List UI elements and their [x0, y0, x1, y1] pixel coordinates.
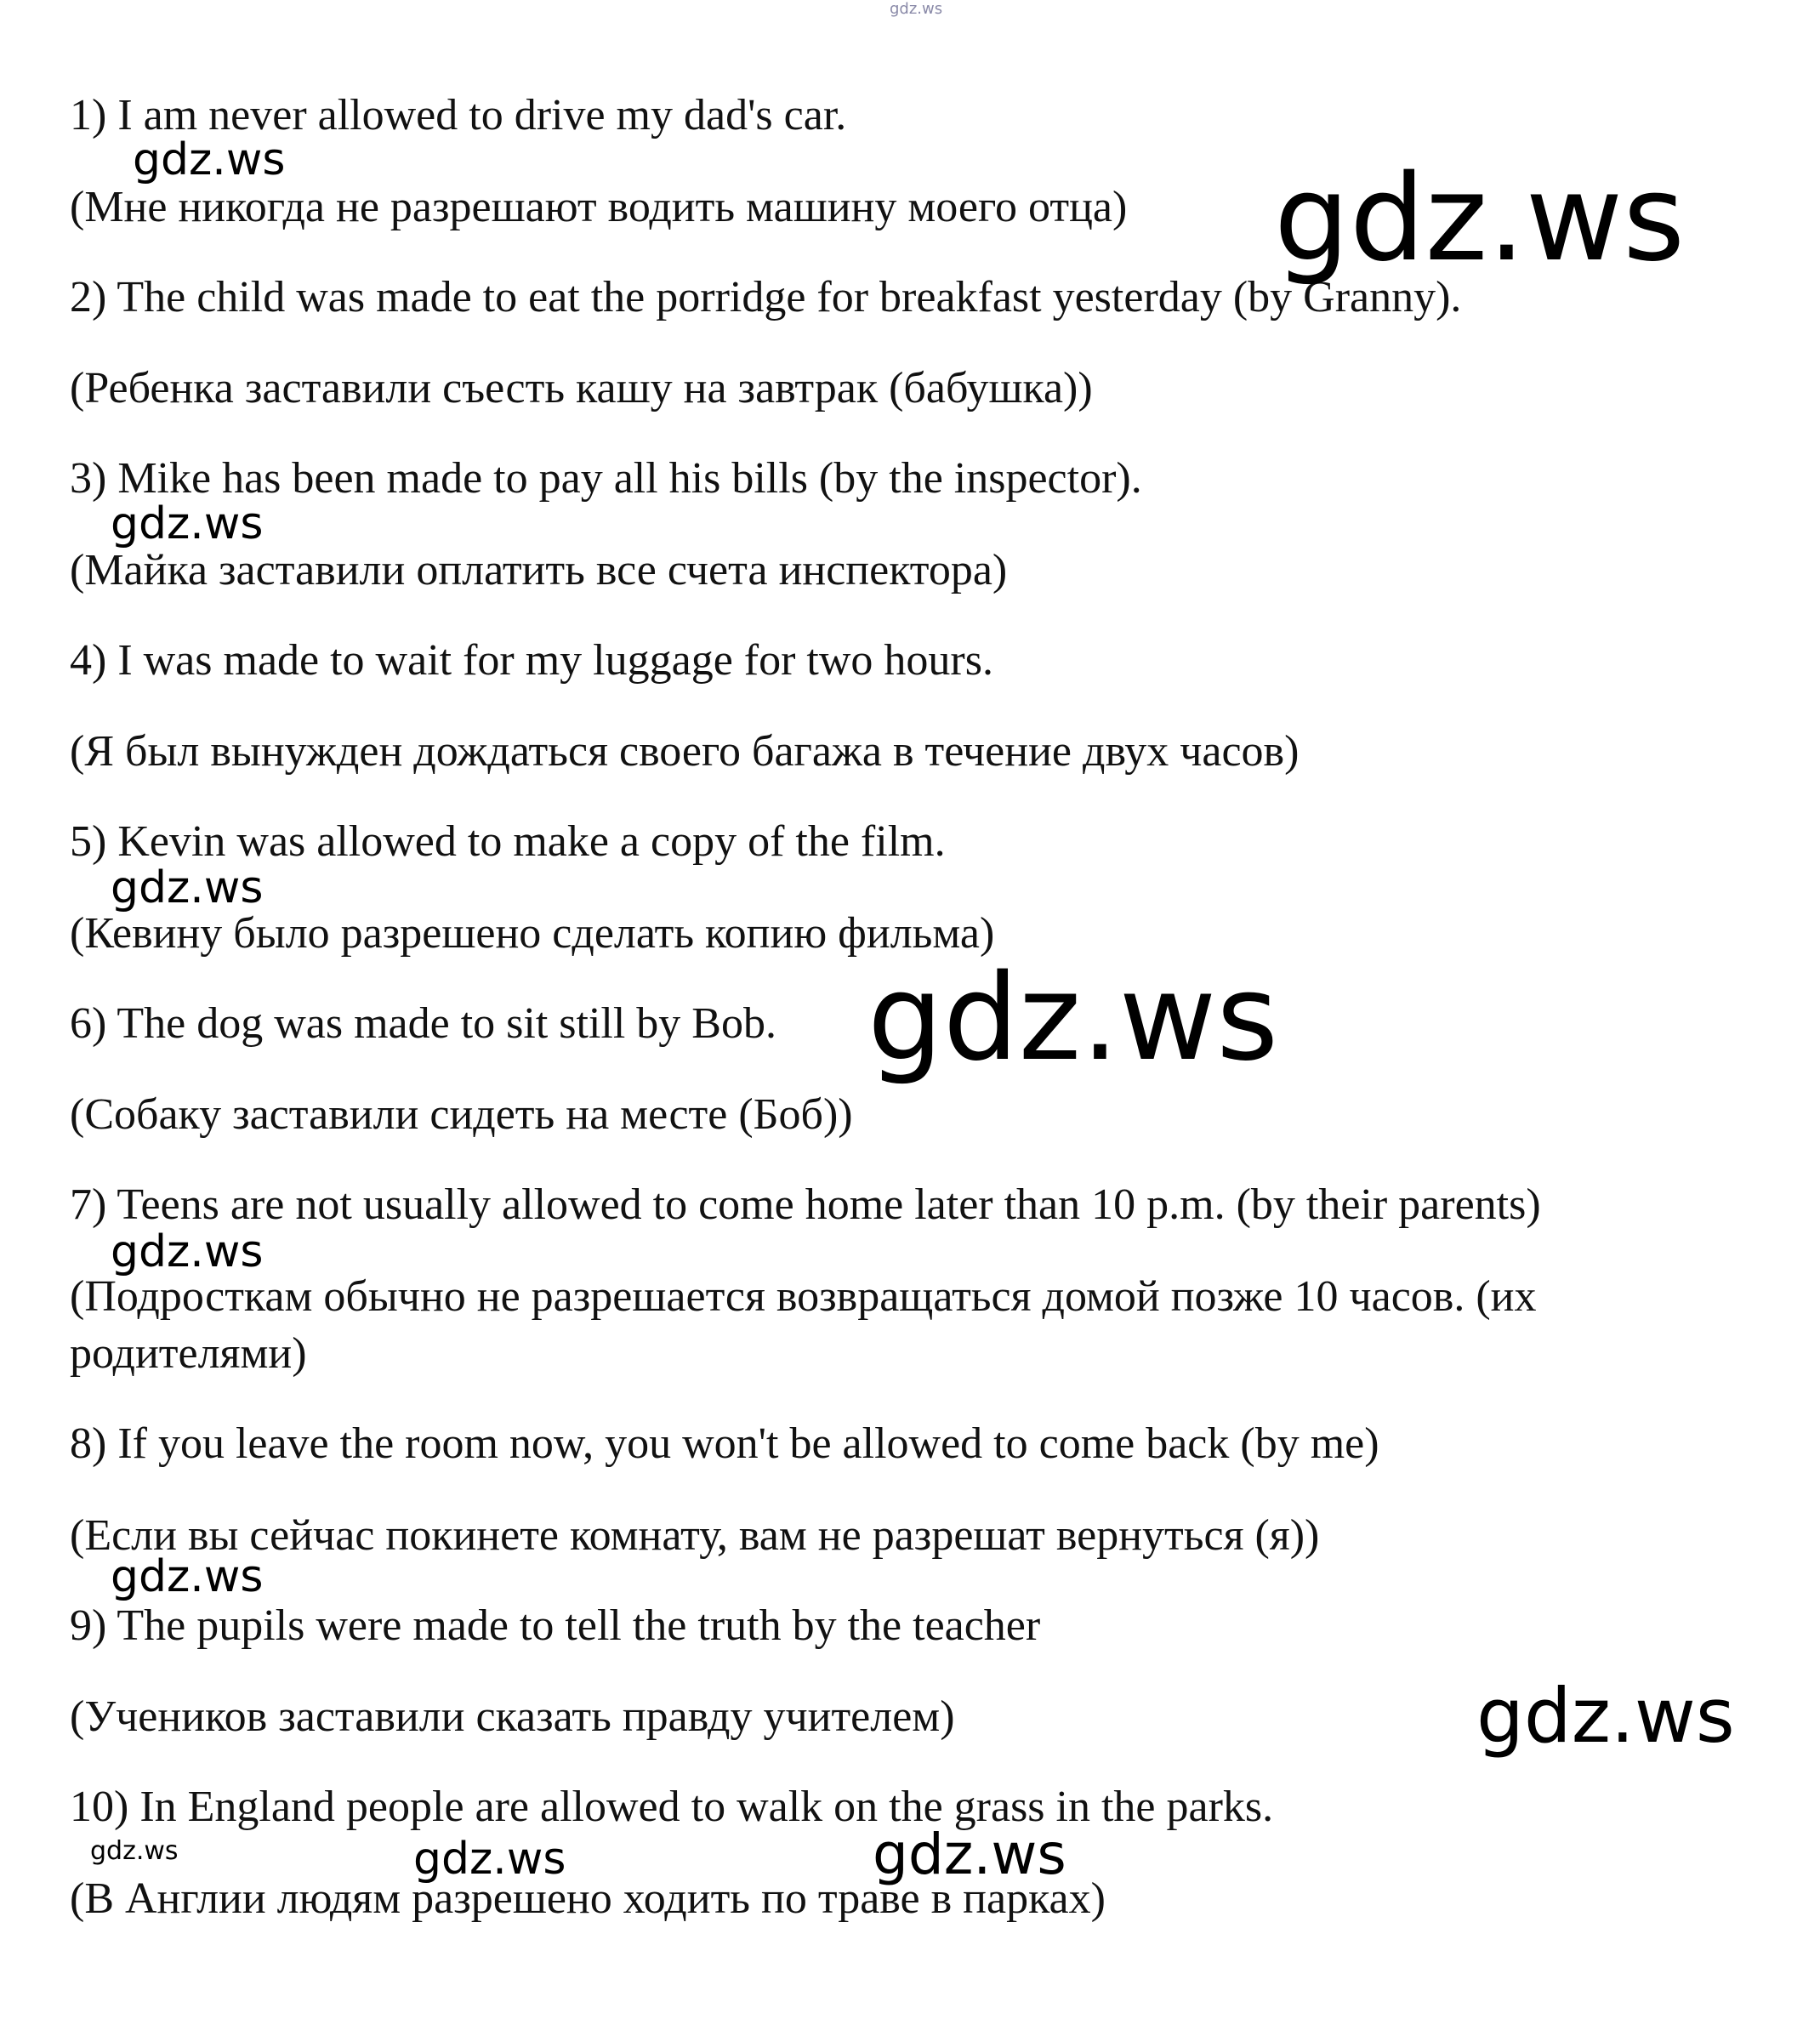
- item-5-english: 5) Kevin was allowed to make a copy of the film.: [70, 817, 946, 866]
- watermark-text: gdz.ws: [90, 1836, 179, 1866]
- watermark-text: gdz.ws: [873, 1822, 1066, 1887]
- item-9-english: 9) The pupils were made to tell the truth by the teacher: [70, 1601, 1041, 1650]
- item-4-russian: (Я был вынужден дождаться своего багажа в течение двух часов): [70, 727, 1300, 776]
- item-7-russian: (Подросткам обычно не разрешается возвращаться домой позже 10 часов. (их: [70, 1272, 1537, 1321]
- header-watermark: gdz.ws: [890, 0, 943, 18]
- item-2-english: 2) The child was made to eat the porridge for breakfast yesterday (by Granny).: [70, 273, 1462, 321]
- item-6-english: 6) The dog was made to sit still by Bob.: [70, 999, 776, 1048]
- item-5-russian: (Кевину было разрешено сделать копию фильма): [70, 909, 995, 958]
- item-9-russian: (Учеников заставили сказать правду учителем): [70, 1692, 955, 1741]
- watermark-text: gdz.ws: [111, 862, 264, 913]
- item-2-russian: (Ребенка заставили съесть кашу на завтрак (бабушка)): [70, 364, 1093, 412]
- watermark-text: gdz.ws: [1476, 1672, 1735, 1760]
- item-7-english: 7) Teens are not usually allowed to come home later than 10 p.m. (by their parents): [70, 1180, 1541, 1229]
- watermark-text: gdz.ws: [413, 1834, 566, 1885]
- item-8-english: 8) If you leave the room now, you won't be allowed to come back (by me): [70, 1419, 1379, 1468]
- item-6-russian: (Собаку заставили сидеть на месте (Боб)): [70, 1090, 853, 1139]
- watermark-text: gdz.ws: [867, 949, 1279, 1088]
- item-3-english: 3) Mike has been made to pay all his bills (by the inspector).: [70, 454, 1142, 503]
- item-4-english: 4) I was made to wait for my luggage for two hours.: [70, 636, 993, 685]
- item-1-russian: (Мне никогда не разрешают водить машину моего отца): [70, 183, 1128, 231]
- watermark-text: gdz.ws: [133, 134, 286, 185]
- watermark-text: gdz.ws: [111, 498, 264, 549]
- item-3-russian: (Майка заставили оплатить все счета инспектора): [70, 546, 1008, 594]
- item-10-russian: (В Англии людям разрешено ходить по траве в парках): [70, 1874, 1106, 1923]
- watermark-text: gdz.ws: [1274, 150, 1686, 288]
- item-1-english: 1) I am never allowed to drive my dad's car.: [70, 91, 847, 139]
- item-8-russian: (Если вы сейчас покинете комнату, вам не разрешат вернуться (я)): [70, 1511, 1320, 1560]
- watermark-text: gdz.ws: [111, 1551, 264, 1602]
- item-7-russian-cont: родителями): [70, 1329, 307, 1378]
- watermark-text: gdz.ws: [111, 1226, 264, 1277]
- item-10-english: 10) In England people are allowed to walk on the grass in the parks.: [70, 1783, 1274, 1831]
